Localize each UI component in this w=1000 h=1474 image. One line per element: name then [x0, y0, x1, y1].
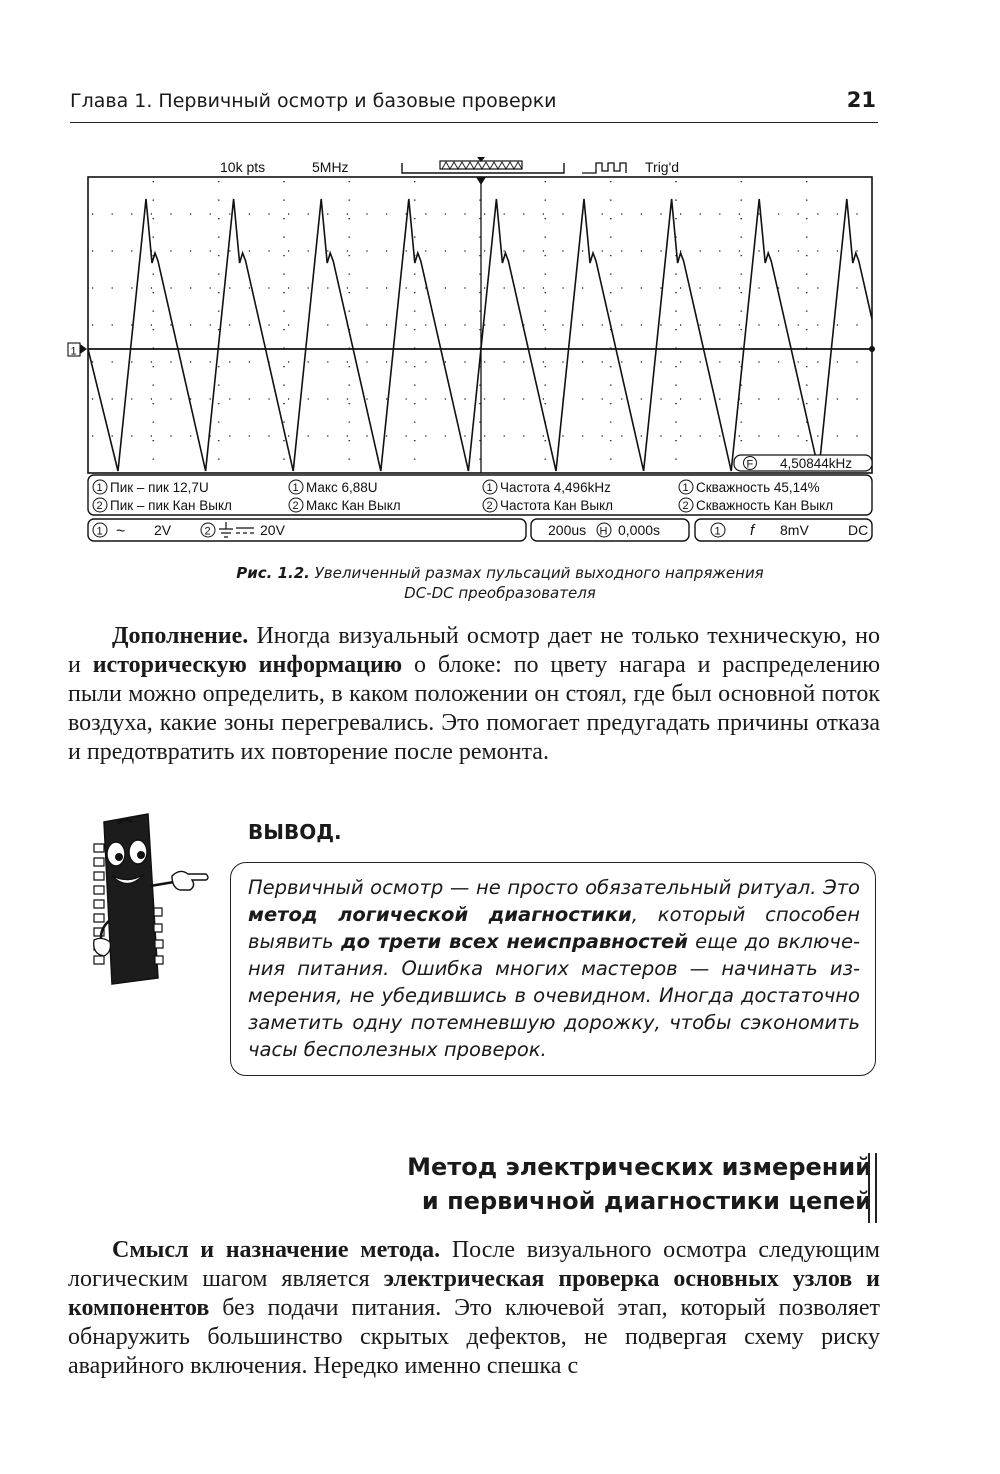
method-text-2: без подачи питания. Это ключевой этап, который позволяет обнаружить большинство скрытых дефектов, не подвергая схему риску аварийного включения. Нередко именно спешка с	[68, 1295, 880, 1379]
conclusion-text	[248, 874, 860, 1063]
section-title-line2: и первичной диагностики цепей	[421, 1187, 872, 1215]
chapter-title: Глава 1. Первичный осмотр и базовые проверки	[70, 90, 557, 112]
method-text-1: После визуального осмотра следующим логическим шагом является	[68, 1237, 880, 1292]
section-heading	[252, 1150, 872, 1218]
chip-mascot-illustration	[88, 808, 218, 998]
measurement-value: Скважность Кан Выкл	[696, 498, 834, 513]
figure-caption-line2: DC-DC преобразователя	[404, 584, 596, 602]
conclusion-text-1: Первичный осмотр — не просто обязательный ритуал. Это	[248, 876, 860, 899]
measurement-value: Пик – пик 12,7U	[110, 480, 209, 495]
frequency-badge-letter: F	[746, 458, 754, 471]
frequency-readout: 4,50844kHz	[780, 456, 853, 471]
measurement-channel-number: 2	[682, 500, 689, 512]
page-number: 21	[846, 88, 876, 112]
ch1-badge-label: 1	[96, 525, 103, 538]
channel1-marker-arrow	[80, 344, 87, 354]
trigger-source: 1	[714, 525, 721, 538]
conclusion-bold-1: метод логической диагностики	[248, 903, 632, 926]
figure-caption	[120, 563, 880, 603]
section-title-line1: Метод электрических измерений	[407, 1153, 872, 1181]
addendum-text-1: Иногда визуальный осмотр дает не только техническую, но и	[68, 623, 880, 678]
addendum-bold-1: историческую информацию	[92, 652, 403, 678]
section-heading-bar	[868, 1153, 877, 1223]
measurement-value: Пик – пик Кан Выкл	[110, 498, 232, 513]
measurement-channel-number: 1	[486, 482, 493, 494]
oscilloscope-screenshot	[62, 153, 882, 553]
ch2-badge-label: 2	[204, 525, 211, 538]
trigger-status: Trig'd	[645, 159, 680, 175]
timebase: 200us	[548, 522, 587, 538]
trigger-level: 8mV	[780, 522, 809, 538]
trigger-edge-icon	[582, 163, 626, 173]
measurement-channel-number: 2	[292, 500, 299, 512]
conclusion-title: ВЫВОД.	[248, 820, 342, 844]
trigger-slope: f	[750, 522, 755, 539]
method-lead: Смысл и назначение метода.	[112, 1237, 441, 1263]
measurement-value: Скважность 45,14%	[696, 480, 820, 495]
running-header	[70, 88, 878, 123]
measurement-value: Макс 6,88U	[306, 480, 378, 495]
addendum-lead: Дополнение.	[112, 623, 249, 649]
scope-points: 10k pts	[220, 159, 266, 175]
trigger-coupling: DC	[848, 522, 869, 538]
scope-screen	[88, 177, 872, 473]
memory-bar-icon	[402, 157, 564, 173]
h-badge-letter: H	[599, 525, 608, 538]
figure-caption-line1: Увеличенный размах пульсаций выходного напряжения	[314, 564, 764, 582]
measurement-value: Макс Кан Выкл	[306, 498, 401, 513]
ch1-coupling: ~	[116, 523, 126, 540]
ch2-scale: 20V	[260, 522, 285, 538]
h-offset: 0,000s	[618, 522, 661, 538]
measurement-channel-number: 2	[486, 500, 493, 512]
channel1-marker-label: 1	[70, 345, 77, 358]
scope-sample-rate: 5MHz	[312, 159, 349, 175]
measurement-channel-number: 1	[682, 482, 689, 494]
measurement-channel-number: 2	[96, 500, 103, 512]
measurement-value: Частота Кан Выкл	[500, 498, 614, 513]
ch1-scale: 2V	[154, 522, 172, 538]
measurement-channel-number: 1	[292, 482, 299, 494]
conclusion-bold-2: до трети всех неисправностей	[340, 930, 688, 953]
figure-label: Рис. 1.2.	[236, 564, 310, 582]
method-paragraph	[68, 1236, 880, 1381]
method-bold-1: электрическая проверка основных узлов и компонентов	[68, 1266, 881, 1321]
addendum-paragraph	[68, 622, 880, 767]
measurement-channel-number: 1	[96, 482, 103, 494]
conclusion-text-2: , который способен выявить	[248, 903, 860, 953]
addendum-text-2: о блоке: по цвету нагара и распределению пыли можно определить, в каком положении он стоял, где был основной поток воздуха, какие зоны перегревались. Это помогает предугадать причины отказа и предотвратить их повторение после ремонта.	[68, 652, 880, 765]
measurement-value: Частота 4,496kHz	[500, 480, 611, 495]
conclusion-text-3: еще до включения питания. Ошибка многих мастеров — начинать измерения, не убедившись в очевидном. Иногда достаточно заметить одну потемневшую дорожку, чтобы сэкономить часы бесполезных проверок.	[248, 930, 860, 1061]
